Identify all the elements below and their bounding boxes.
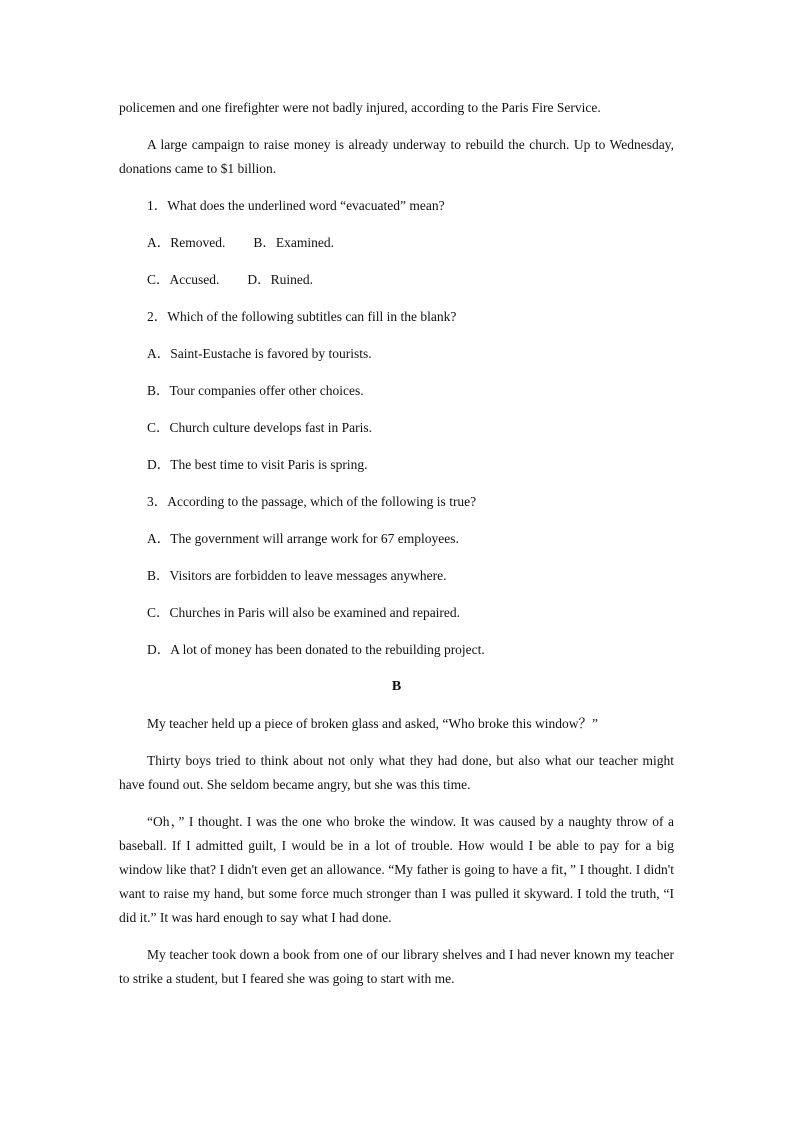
- document-page: [119, 96, 674, 1004]
- question-1-option-a: A．Removed.: [147, 235, 226, 250]
- question-3-option-b: B．Visitors are forbidden to leave messages anywhere.: [147, 568, 447, 583]
- question-3-stem: 3．According to the passage, which of the following is true?: [147, 494, 477, 509]
- question-1-option-d: D．Ruined.: [247, 272, 313, 287]
- question-2-option-d: D．The best time to visit Paris is spring.: [147, 457, 368, 472]
- section-b-paragraph-2: Thirty boys tried to think about not only what they had done, but also what our teacher might have found out. She seldom became angry, but she was this time.: [119, 753, 674, 792]
- question-1-option-row-1: [119, 231, 674, 255]
- question-2-stem: 2．Which of the following subtitles can fill in the blank?: [147, 309, 457, 324]
- question-2-option-c: C．Church culture develops fast in Paris.: [147, 420, 372, 435]
- question-3-option-a: A．The government will arrange work for 67 employees.: [147, 531, 459, 546]
- question-1-option-c: C．Accused.: [147, 272, 220, 287]
- question-1-stem: 1．What does the underlined word “evacuated” mean?: [147, 198, 445, 213]
- section-b-paragraph-3: “Oh，” I thought. I was the one who broke the window. It was caused by a naughty throw of a baseball. If I admitted guilt, I would be in a lot of trouble. How would I be able to pay for a big window like that? I didn't even get an allowance. “My father is going to have a fit，” I thought. I didn't want to raise my hand, but some force much stronger than I was pulled it skyward. I told the truth, “I did it.” It was hard enough to say what I had done.: [119, 814, 674, 925]
- question-1-option-row-2: [119, 268, 674, 292]
- question-1-option-b: B．Examined.: [253, 235, 334, 250]
- question-2-option-b: B．Tour companies offer other choices.: [147, 383, 364, 398]
- section-b-paragraph-1: My teacher held up a piece of broken glass and asked, “Who broke this window？”: [147, 716, 598, 731]
- passage-a-continuation: policemen and one firefighter were not badly injured, according to the Paris Fire Service.: [119, 100, 601, 115]
- section-b-paragraph-4: My teacher took down a book from one of our library shelves and I had never known my teacher to strike a student, but I feared she was going to start with me.: [119, 947, 674, 986]
- question-3-option-c: C．Churches in Paris will also be examined and repaired.: [147, 605, 461, 620]
- question-3-option-d: D．A lot of money has been donated to the rebuilding project.: [147, 642, 485, 657]
- question-2-option-a: A．Saint-Eustache is favored by tourists.: [147, 346, 372, 361]
- section-b-heading: B: [391, 679, 402, 694]
- passage-a-campaign-paragraph: A large campaign to raise money is already underway to rebuild the church. Up to Wednesday, donations came to $1 billion.: [119, 137, 674, 176]
